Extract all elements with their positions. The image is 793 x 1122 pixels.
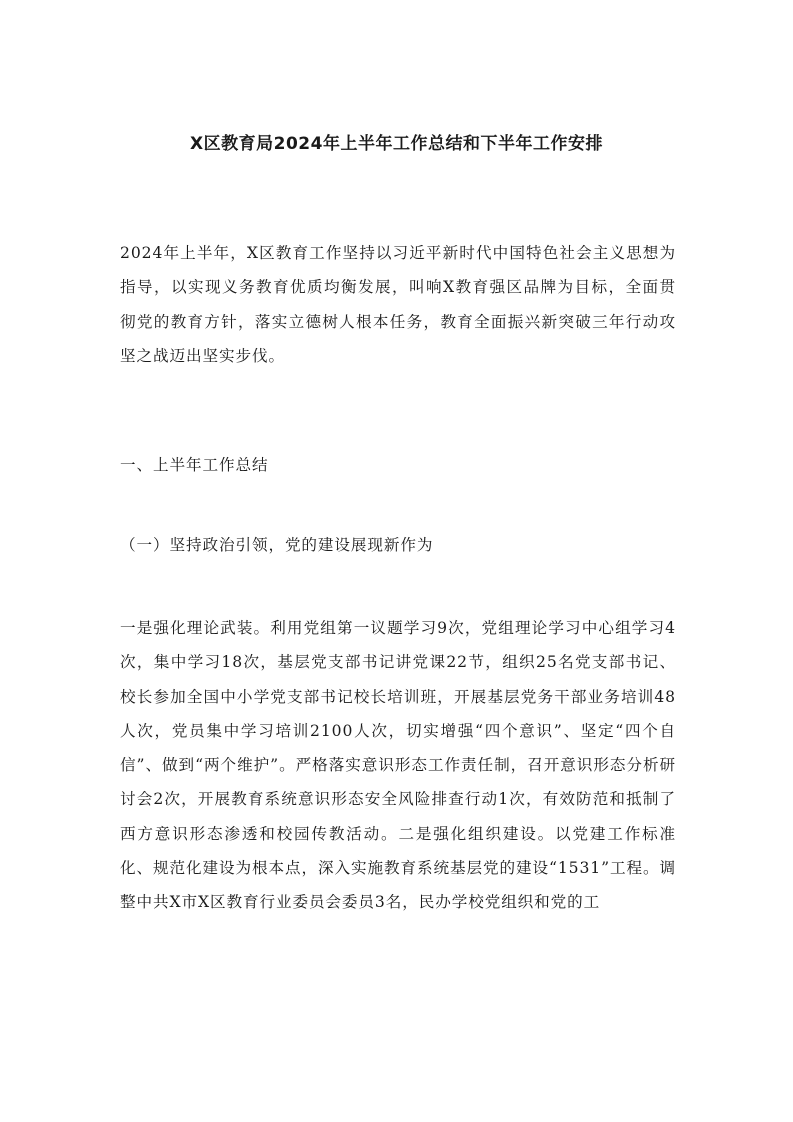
body-paragraph: 一是强化理论武装。利用党组第一议题学习9次，党组理论学习中心组学习4次，集中学习18次，基层党支部书记讲党课22节，组织25名党支部书记、校长参加全国中小学党支部书记校长培训班，开展基层党务干部业务培训48人次，党员集中学习培训2100人次，切实增强“四个意识”、坚定“四个自信”、做到“两个维护”。严格落实意识形态工作责任制，召开意识形态分析研讨会2次，开展教育系统意识形态安全风险排查行动1次，有效防范和抵制了西方意识形态渗透和校园传教活动。二是强化组织建设。以党建工作标准化、规范化建设为根本点，深入实施教育系统基层党的建设“1531”工程。调整中共X市X区教育行业委员会委员3名，民办学校党组织和党的工 bbox=[120, 619, 676, 912]
intro-paragraph: 2024年上半年，X区教育工作坚持以习近平新时代中国特色社会主义思想为指导，以实现义务教育优质均衡发展，叫响X教育强区品牌为目标，全面贯彻党的教育方针，落实立德树人根本任务，教育全面振兴新突破三年行动攻坚之战迈出坚实步伐。 bbox=[120, 244, 676, 365]
document-title: X区教育局2024年上半年工作总结和下半年工作安排 bbox=[190, 134, 603, 154]
subsection-heading: （一）坚持政治引领，党的建设展现新作为 bbox=[120, 536, 434, 554]
section-heading: 一、上半年工作总结 bbox=[120, 456, 269, 474]
